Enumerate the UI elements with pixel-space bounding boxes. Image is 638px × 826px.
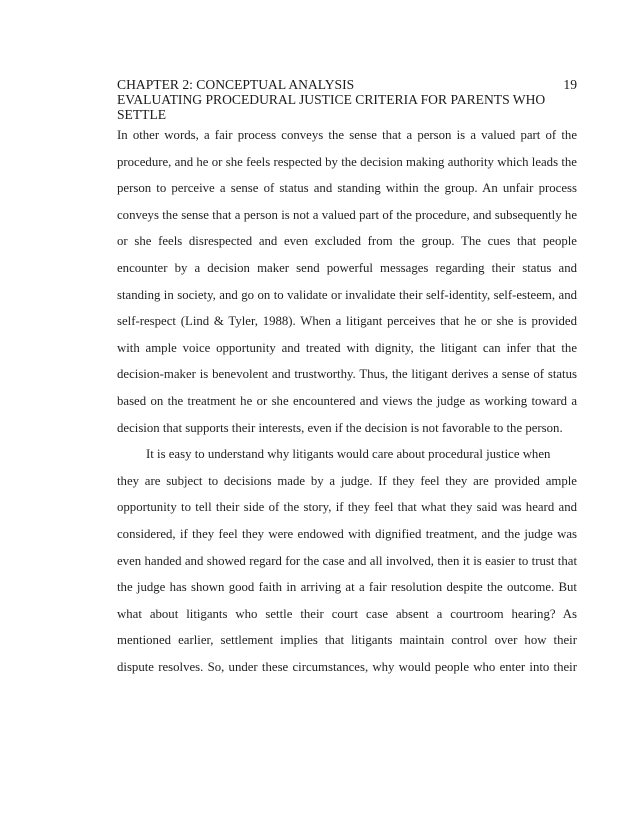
text-line: they are subject to decisions made by a judge. If they feel they are provided ample [117,473,577,488]
text-line: decision-maker is benevolent and trustworthy. Thus, the litigant derives a sense of status [117,367,577,382]
text-line: encounter by a decision maker send powerful messages regarding their status and [117,260,577,275]
text-line: dispute resolves. So, under these circumstances, why would people who enter into their [117,659,577,674]
text-line: conveys the sense that a person is not a valued part of the procedure, and subsequently he [117,207,577,222]
text-line: procedure, and he or she feels respected by the decision making authority which leads the [117,154,577,169]
page-number: 19 [563,77,577,92]
text-line: what about litigants who settle their court case absent a courtroom hearing? As [117,606,577,621]
paragraph-start-line: It is easy to understand why litigants would care about procedural justice when [146,447,551,462]
text-line: based on the treatment he or she encountered and views the judge as working toward a [117,393,577,408]
text-line: decision that supports their interests, even if the decision is not favorable to the person. [117,420,563,435]
text-line: standing in society, and go on to validate or invalidate their self-identity, self-esteem, and [117,287,577,302]
text-line: the judge has shown good faith in arriving at a fair resolution despite the outcome. But [117,580,577,595]
running-header [117,77,577,122]
text-line: or she feels disrespected and even excluded from the group. The cues that people [117,234,577,249]
text-line: person to perceive a sense of status and standing within the group. An unfair process [117,181,577,196]
body-text [117,122,577,680]
text-line: In other words, a fair process conveys the sense that a person is a valued part of the [117,128,577,142]
text-line: even handed and showed regard for the case and all involved, then it is easier to trust that [117,553,577,568]
text-line: opportunity to tell their side of the story, if they feel that what they said was heard and [117,500,577,515]
text-line: with ample voice opportunity and treated with dignity, the litigant can infer that the [117,340,577,355]
text-line: mentioned earlier, settlement implies that litigants maintain control over how their [117,633,577,648]
running-subtitle: EVALUATING PROCEDURAL JUSTICE CRITERIA FOR PARENTS WHO SETTLE [117,92,546,122]
chapter-title: CHAPTER 2: CONCEPTUAL ANALYSIS [117,77,355,92]
text-line: self-respect (Lind & Tyler, 1988). When a litigant perceives that he or she is provided [117,314,577,329]
text-line: considered, if they feel they were endowed with dignified treatment, and the judge was [117,526,577,541]
